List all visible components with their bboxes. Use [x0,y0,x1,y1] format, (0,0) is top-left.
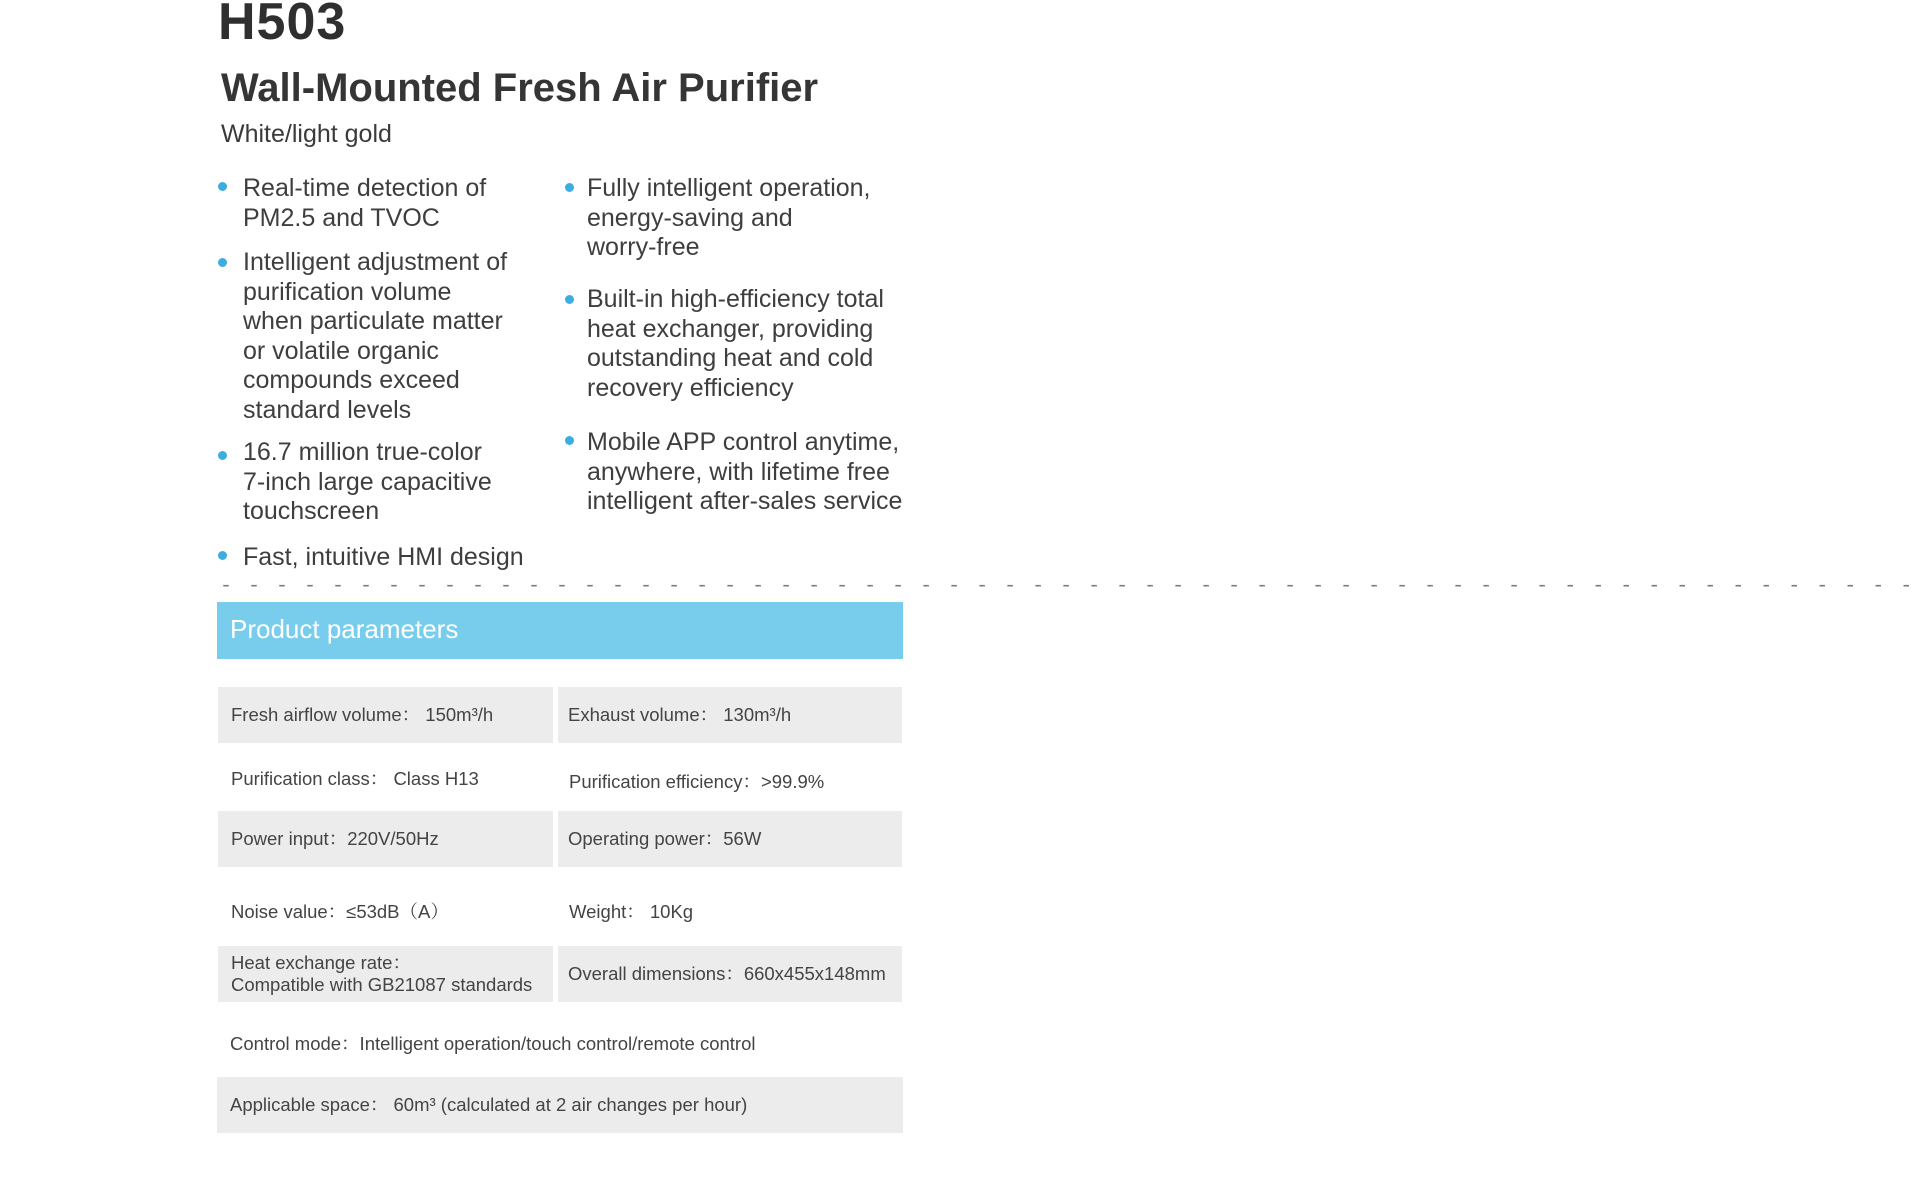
bullet-icon [218,258,227,267]
bullet-icon [218,182,227,191]
feature-item: Real-time detection of PM2.5 and TVOC [243,174,487,232]
param-operating-power: Operating power：56W [558,811,902,867]
param-purification-efficiency: Purification efficiency：>99.9% [569,771,825,792]
bullet-icon [218,551,227,560]
feature-item: Built-in high-efficiency total heat exchanger, providing outstanding heat and cold recovery efficiency [587,285,884,402]
model-number: H503 [218,0,347,51]
parameters-header [217,602,903,659]
param-applicable-space: Applicable space： 60m³ (calculated at 2 air changes per hour) [217,1077,903,1133]
product-title: Wall-Mounted Fresh Air Purifier [221,66,819,110]
param-weight: Weight： 10Kg [569,901,694,922]
param-exhaust-volume: Exhaust volume： 130m³/h [558,687,902,743]
bullet-icon [565,436,574,445]
bullet-icon [565,295,574,304]
feature-item: Fast, intuitive HMI design [243,543,524,571]
color-option: White/light gold [221,120,392,148]
feature-item: Fully intelligent operation, energy-saving and worry-free [587,174,871,261]
param-purification-class: Purification class： Class H13 [231,768,479,789]
dashed-divider: - - - - - - - - - - - - - - - - - - - - - - - - - - - - - - - - - - - - - - - - - - - - - - - - - - - - - - - - - - - - - [220,575,1914,598]
param-heat-exchange-rate: Heat exchange rate： Compatible with GB21087 standards [218,946,553,1002]
param-noise-value: Noise value：≤53dB（A） [231,901,449,922]
bullet-icon [565,183,574,192]
bullet-icon [218,451,227,460]
feature-item: Intelligent adjustment of purification volume when particulate matter or volatile organic compounds exceed standard levels [243,248,508,424]
feature-item: 16.7 million true-color 7-inch large capacitive touchscreen [243,438,492,525]
param-power-input: Power input：220V/50Hz [218,811,553,867]
feature-item: Mobile APP control anytime, anywhere, with lifetime free intelligent after-sales service [587,428,903,515]
parameters-heading: Product parameters [230,614,459,644]
param-fresh-airflow: Fresh airflow volume： 150m³/h [218,687,553,743]
param-control-mode: Control mode：Intelligent operation/touch control/remote control [230,1033,756,1054]
param-overall-dimensions: Overall dimensions：660x455x148mm [558,946,902,1002]
